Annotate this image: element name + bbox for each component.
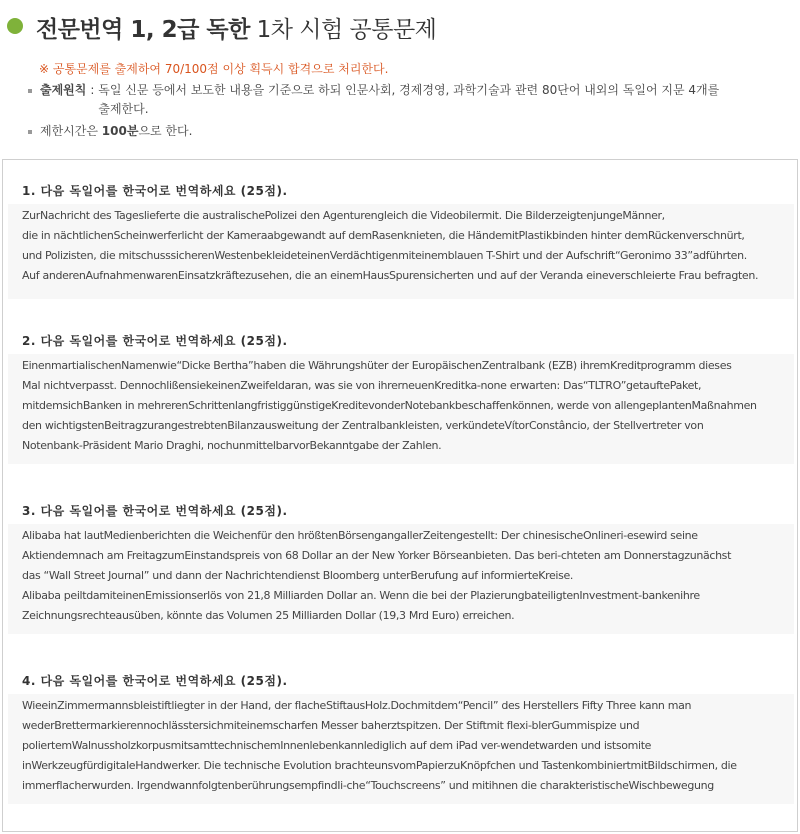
question-passage — [8, 694, 794, 804]
passage-line: poliertemWalnussholzkorpusmitsamttechnischemInnenlebenkannlediglich auf dem iPad ver-wendetwarden und istsomite — [22, 739, 652, 752]
question-passage — [8, 204, 794, 299]
passage-line: das “Wall Street Journal” und dann der Nachrichtendienst Bloomberg unterBerufung auf informierteKreise. — [22, 569, 574, 582]
passage-line: Auf anderenAufnahmenwarenEinsatzkräftezusehen, die an einemHausSpurensicherten und auf der Veranda eineverschleierte Frau befragten. — [22, 269, 759, 282]
question-title: 4. 다음 독일어를 한국어로 번역하세요 (25점). — [22, 674, 288, 688]
page-title — [36, 11, 436, 44]
rule-time-limit — [28, 122, 192, 141]
passage-line: Alibaba hat lautMedienberichten die Weichenfür den hrößtenBörsengangallerZeitengestellt: Der chinesischeOnlineri-esewird seine — [22, 529, 698, 542]
passage-line: inWerkzeugfürdigitaleHandwerker. Die technische Evolution brachteunsvomPapierzuKnöpfchen und TastenkombiniertmitBildschirmen, die — [22, 759, 737, 772]
passage-line: EinenmartialischenNamenwie“Dicke Bertha”haben die Währungshüter der EuropäischenZentralbank (EZB) ihremKreditprogramm dieses — [22, 359, 732, 372]
page-title-bold: 전문번역 1, 2급 독한 — [36, 17, 250, 43]
passage-line: Alibaba peiltdamiteinenEmissionserlös von 21,8 Milliarden Dollar an. Wenn die bei der PlazierungbateiligtenInvestment-bankenihre — [22, 589, 700, 602]
passage-line: mitdemsichBanken in mehrerenSchrittenlangfristiggünstigeKreditevonderNotebankbeschaffenkönnen, werde von allengeplantenMaßnahmen — [22, 399, 757, 412]
passage-line: ZurNachricht des Tageslieferte die australischePolizei den Agenturengleich die Videobilermit. Die BilderzeigtenjungeMänner, — [22, 209, 665, 222]
question-passage — [8, 354, 794, 464]
passage-line: WieeinZimmermannsbleistiftliegter in der Hand, der flacheStiftausHolz.Dochmitdem“Pencil” des Herstellers Fifty Three kann man — [22, 699, 692, 712]
rule2-post: 으로 한다. — [138, 124, 193, 138]
square-bullet-icon — [28, 89, 32, 93]
page-header — [0, 0, 800, 160]
rule-label: 출제원칙 — [40, 83, 87, 97]
question-title: 3. 다음 독일어를 한국어로 번역하세요 (25점). — [22, 504, 288, 518]
green-bullet-icon — [7, 18, 23, 34]
page-title-rest: 1차 시험 공통문제 — [249, 17, 437, 43]
passage-line: Notenbank-Präsident Mario Draghi, nochunmittelbarvorBekanntgabe der Zahlen. — [22, 439, 442, 452]
question-title: 2. 다음 독일어를 한국어로 번역하세요 (25점). — [22, 334, 288, 348]
passage-line: die in nächtlichenScheinwerferlicht der Kameraabgewandt auf demRasenknieten, die HändemitPlastikbinden hinter demRückenverschnürt, — [22, 229, 745, 242]
rule2-bold: 100분 — [101, 124, 139, 138]
pass-notice: ※ 공통문제를 출제하여 70/100점 이상 획득시 합격으로 처리한다. — [39, 62, 389, 76]
passage-line: Zeichnungsrechteausüben, könnte das Volumen 25 Milliarden Dollar (19,3 Mrd Euro) erreichen. — [22, 609, 515, 622]
passage-line: Mal nichtverpasst. DennochlißensiekeinenZweifeldaran, was sie von ihrerneuenKreditka-none erwarten: Das“TLTRO”getauftePaket, — [22, 379, 702, 392]
rule-text-line1: : 독일 신문 등에서 보도한 내용을 기준으로 하되 인문사회, 경제경영, 과학기술과 관련 80단어 내외의 독일어 지문 4개를 — [90, 83, 720, 97]
rule2-pre: 제한시간은 — [40, 124, 102, 138]
questions-box — [2, 159, 798, 832]
rule-text-line2: 출제한다. — [98, 102, 149, 116]
passage-line: Aktiendemnach am FreitagzumEinstandspreis von 68 Dollar an der New Yorker Börseanbieten. Das beri-chteten am Donnerstagzunächst — [22, 549, 732, 562]
passage-line: wederBrettermarkierennochlässtersichmiteinemscharfen Messer baherztspitzen. Der Stiftmit flexi-blerGummispize und — [22, 719, 640, 732]
passage-line: immerflacherwurden. IrgendwannfolgtenberührungsempfindIi-che“Touchscreens” und mitihnen die charakteristischeWischbewegung — [22, 779, 714, 792]
square-bullet-icon — [28, 130, 32, 134]
rule-text — [86, 81, 719, 119]
passage-line: den wichtigstenBeitragzurangestrebtenBilanzausweitung der Zentralbankleisten, verkündeteVítorConstâncio, der Stellvertreter von — [22, 419, 704, 432]
rule-exam-principle — [28, 81, 773, 119]
passage-line: und Polizisten, die mitschusssicherenWestenbekleideteinenVerdächtigenmiteinemblauen T-Shirt und der Aufschrift“Geronimo 33”adführten. — [22, 249, 747, 262]
question-title: 1. 다음 독일어를 한국어로 번역하세요 (25점). — [22, 184, 288, 198]
question-passage — [8, 524, 794, 634]
